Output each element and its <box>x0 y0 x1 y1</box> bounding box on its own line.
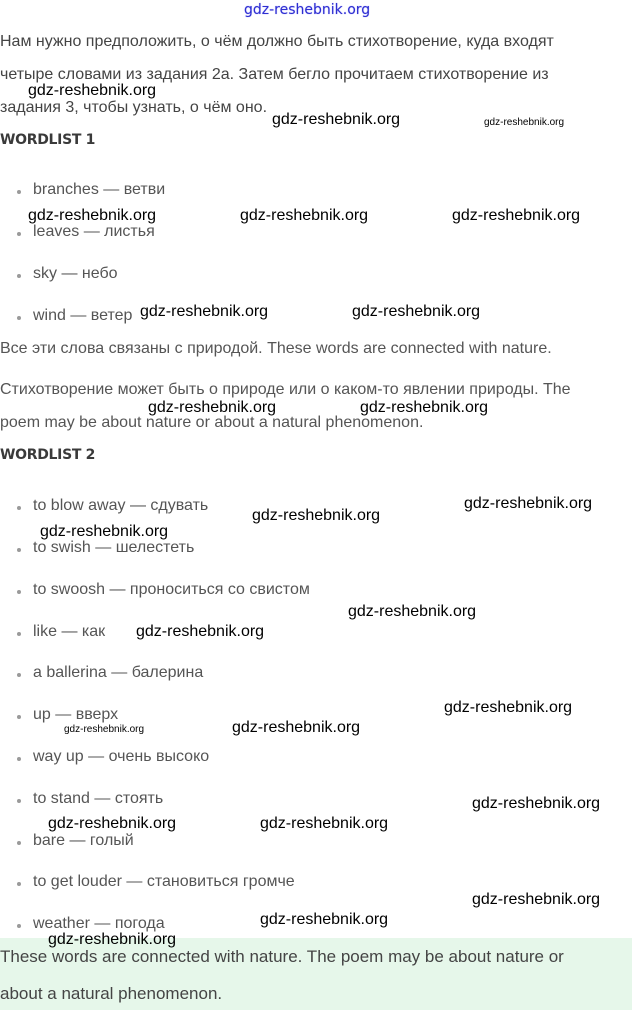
bullet-icon <box>17 715 21 719</box>
bullet-icon <box>17 190 21 194</box>
watermark: gdz-reshebnik.org <box>28 82 157 99</box>
list-item: sky — небо <box>33 265 118 282</box>
watermark: gdz-reshebnik.org <box>348 603 477 620</box>
bullet-icon <box>17 673 21 677</box>
watermark: gdz-reshebnik.org <box>48 815 177 832</box>
watermark: gdz-reshebnik.org <box>140 303 269 320</box>
watermark: gdz-reshebnik.org <box>232 719 361 736</box>
bullet-icon <box>17 924 21 928</box>
list-item: leaves — листья <box>33 223 155 240</box>
list-item: to stand — стоять <box>33 790 164 807</box>
watermark: gdz-reshebnik.org <box>484 117 565 128</box>
list-item: to get louder — становиться громче <box>33 873 295 890</box>
summary-line-2: Стихотворение может быть о природе или о каком-то явлении природы. The <box>0 381 571 398</box>
bullet-icon <box>17 757 21 761</box>
watermark: gdz-reshebnik.org <box>452 207 581 224</box>
summary-line-1: Все эти слова связаны с природой. These words are connected with nature. <box>0 340 552 357</box>
watermark: gdz-reshebnik.org <box>464 495 593 512</box>
list-item: bare — голый <box>33 832 134 849</box>
list-item: branches — ветви <box>33 181 166 198</box>
bullet-icon <box>17 506 21 510</box>
watermark: gdz-reshebnik.org <box>48 931 177 948</box>
bullet-icon <box>17 841 21 845</box>
bullet-icon <box>17 799 21 803</box>
footer-line-2: about a natural phenomenon. <box>0 984 223 1003</box>
bullet-icon <box>17 316 21 320</box>
watermark: gdz-reshebnik.org <box>472 891 601 908</box>
footer-line-1: These words are connected with nature. The poem may be about nature or <box>0 947 564 966</box>
watermark: gdz-reshebnik.org <box>40 523 169 540</box>
list-item: wind — ветер <box>33 307 133 324</box>
watermark: gdz-reshebnik.org <box>148 399 277 416</box>
watermark: gdz-reshebnik.org <box>260 911 389 928</box>
list-item: way up — очень высоко <box>33 748 210 765</box>
watermark: gdz-reshebnik.org <box>272 111 401 128</box>
wordlist-1-heading: WORDLIST 1 <box>0 132 96 148</box>
watermark: gdz-reshebnik.org <box>252 507 381 524</box>
watermark: gdz-reshebnik.org <box>444 699 573 716</box>
list-item: weather — погода <box>33 915 165 932</box>
list-item: up — вверх <box>33 706 119 723</box>
bullet-icon <box>17 274 21 278</box>
bullet-icon <box>17 590 21 594</box>
watermark: gdz-reshebnik.org <box>28 207 157 224</box>
list-item: to swoosh — проноситься со свистом <box>33 581 310 598</box>
intro-line-2: четыре словами из задания 2а. Затем бегло прочитаем стихотворение из <box>0 66 549 83</box>
watermark: gdz-reshebnik.org <box>472 795 601 812</box>
watermark: gdz-reshebnik.org <box>136 623 265 640</box>
list-item: to blow away — сдувать <box>33 497 209 514</box>
watermark: gdz-reshebnik.org <box>360 399 489 416</box>
wordlist-2-heading: WORDLIST 2 <box>0 447 96 463</box>
watermark: gdz-reshebnik.org <box>352 303 481 320</box>
bullet-icon <box>17 632 21 636</box>
list-item: to swish — шелестеть <box>33 539 195 556</box>
bullet-icon <box>17 232 21 236</box>
watermark-top: gdz-reshebnik.org <box>244 2 371 18</box>
list-item: a ballerina — балерина <box>33 664 204 681</box>
summary-line-3: poem may be about nature or about a natural phenomenon. <box>0 414 424 431</box>
watermark: gdz-reshebnik.org <box>260 815 389 832</box>
bullet-icon <box>17 882 21 886</box>
intro-line-1: Нам нужно предположить, о чём должно быть стихотворение, куда входят <box>0 33 554 50</box>
watermark: gdz-reshebnik.org <box>64 724 145 735</box>
intro-line-3: задания 3, чтобы узнать, о чём оно. <box>0 99 268 116</box>
bullet-icon <box>17 548 21 552</box>
list-item: like — как <box>33 623 106 640</box>
watermark: gdz-reshebnik.org <box>240 207 369 224</box>
